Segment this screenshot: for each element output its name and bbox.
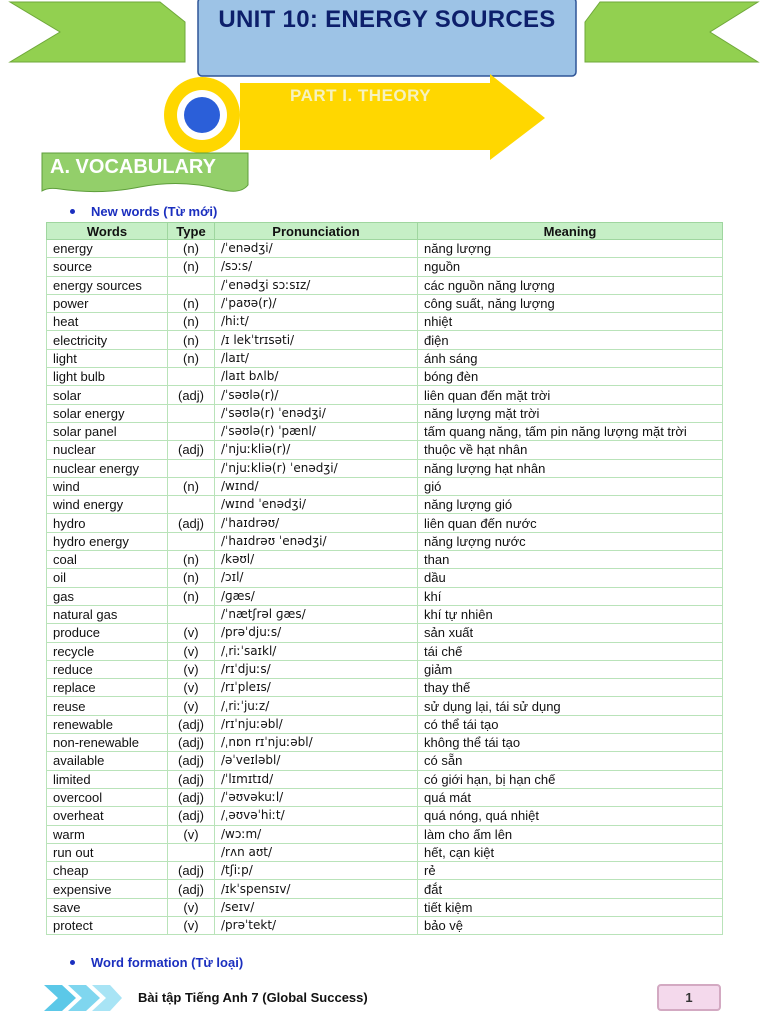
type-cell: (adj) bbox=[168, 386, 215, 404]
type-cell: (adj) bbox=[168, 752, 215, 770]
bullet-icon bbox=[70, 960, 75, 965]
pronunciation-cell: /prəˈtekt/ bbox=[215, 916, 418, 934]
table-row bbox=[47, 313, 723, 331]
word-cell: natural gas bbox=[47, 605, 168, 623]
meaning-cell: nguồn bbox=[418, 258, 723, 276]
pronunciation-cell: /ɪ lekˈtrɪsəti/ bbox=[215, 331, 418, 349]
meaning-cell: gió bbox=[418, 477, 723, 495]
word-cell: renewable bbox=[47, 715, 168, 733]
table-row bbox=[47, 404, 723, 422]
table-row bbox=[47, 734, 723, 752]
word-cell: overcool bbox=[47, 788, 168, 806]
word-cell: wind bbox=[47, 477, 168, 495]
word-cell: cheap bbox=[47, 862, 168, 880]
word-cell: hydro bbox=[47, 514, 168, 532]
table-row bbox=[47, 862, 723, 880]
type-cell: (n) bbox=[168, 294, 215, 312]
pronunciation-cell: /ˌriːˈjuːz/ bbox=[215, 697, 418, 715]
word-cell: warm bbox=[47, 825, 168, 843]
table-row bbox=[47, 477, 723, 495]
word-cell: protect bbox=[47, 916, 168, 934]
table-row bbox=[47, 697, 723, 715]
pronunciation-cell: /ˈpaʊə(r)/ bbox=[215, 294, 418, 312]
circle-icon bbox=[184, 97, 220, 133]
meaning-cell: có thể tái tạo bbox=[418, 715, 723, 733]
type-cell bbox=[168, 368, 215, 386]
pronunciation-cell: /ˈenədʒi/ bbox=[215, 240, 418, 258]
type-cell: (adj) bbox=[168, 715, 215, 733]
table-row bbox=[47, 916, 723, 934]
table-row bbox=[47, 825, 723, 843]
table-header-row bbox=[47, 223, 723, 240]
type-cell bbox=[168, 459, 215, 477]
new-words-heading: New words (Từ mới) bbox=[70, 204, 217, 219]
title-banner bbox=[0, 0, 768, 80]
meaning-cell: quá nóng, quá nhiệt bbox=[418, 807, 723, 825]
word-cell: nuclear energy bbox=[47, 459, 168, 477]
table-row bbox=[47, 459, 723, 477]
word-cell: oil bbox=[47, 569, 168, 587]
word-cell: save bbox=[47, 898, 168, 916]
table-row bbox=[47, 715, 723, 733]
meaning-cell: than bbox=[418, 551, 723, 569]
bullet-icon bbox=[70, 209, 75, 214]
pronunciation-cell: /ˌəʊvəˈhiːt/ bbox=[215, 807, 418, 825]
type-cell: (n) bbox=[168, 587, 215, 605]
pronunciation-cell: /rɪˈdjuːs/ bbox=[215, 660, 418, 678]
table-row bbox=[47, 770, 723, 788]
table-row bbox=[47, 331, 723, 349]
word-cell: electricity bbox=[47, 331, 168, 349]
meaning-cell: có giới hạn, bị hạn chế bbox=[418, 770, 723, 788]
type-cell: (n) bbox=[168, 258, 215, 276]
word-cell: coal bbox=[47, 551, 168, 569]
table-row bbox=[47, 276, 723, 294]
pronunciation-cell: /laɪt bʌlb/ bbox=[215, 368, 418, 386]
pronunciation-cell: /rɪˈnjuːəbl/ bbox=[215, 715, 418, 733]
header-pronunciation: Pronunciation bbox=[215, 223, 418, 240]
pronunciation-cell: /wɪnd/ bbox=[215, 477, 418, 495]
meaning-cell: năng lượng bbox=[418, 240, 723, 258]
meaning-cell: thuộc về hạt nhân bbox=[418, 441, 723, 459]
word-cell: source bbox=[47, 258, 168, 276]
meaning-cell: có sẵn bbox=[418, 752, 723, 770]
type-cell bbox=[168, 276, 215, 294]
word-cell: non-renewable bbox=[47, 734, 168, 752]
pronunciation-cell: /ɔɪl/ bbox=[215, 569, 418, 587]
meaning-cell: bóng đèn bbox=[418, 368, 723, 386]
table-row bbox=[47, 679, 723, 697]
meaning-cell: công suất, năng lượng bbox=[418, 294, 723, 312]
type-cell: (v) bbox=[168, 825, 215, 843]
pronunciation-cell: /laɪt/ bbox=[215, 349, 418, 367]
word-formation-heading: Word formation (Từ loại) bbox=[70, 955, 243, 970]
pronunciation-cell: /tʃiːp/ bbox=[215, 862, 418, 880]
table-row bbox=[47, 788, 723, 806]
type-cell bbox=[168, 843, 215, 861]
type-cell bbox=[168, 496, 215, 514]
pronunciation-cell: /rʌn aʊt/ bbox=[215, 843, 418, 861]
meaning-cell: giảm bbox=[418, 660, 723, 678]
pronunciation-cell: /prəˈdjuːs/ bbox=[215, 624, 418, 642]
word-cell: run out bbox=[47, 843, 168, 861]
meaning-cell: điện bbox=[418, 331, 723, 349]
pronunciation-cell: /ˈsəʊlə(r)/ bbox=[215, 386, 418, 404]
word-cell: available bbox=[47, 752, 168, 770]
type-cell: (n) bbox=[168, 551, 215, 569]
part-arrow bbox=[160, 70, 550, 160]
pronunciation-cell: /ˈsəʊlə(r) ˈenədʒi/ bbox=[215, 404, 418, 422]
table-row bbox=[47, 642, 723, 660]
word-cell: light bulb bbox=[47, 368, 168, 386]
type-cell: (adj) bbox=[168, 770, 215, 788]
type-cell: (n) bbox=[168, 313, 215, 331]
word-cell: power bbox=[47, 294, 168, 312]
pronunciation-cell: /ˌnɒn rɪˈnjuːəbl/ bbox=[215, 734, 418, 752]
pronunciation-cell: /ˈhaɪdrəʊ ˈenədʒi/ bbox=[215, 532, 418, 550]
type-cell: (adj) bbox=[168, 862, 215, 880]
type-cell: (v) bbox=[168, 916, 215, 934]
type-cell: (n) bbox=[168, 477, 215, 495]
meaning-cell: thay thế bbox=[418, 679, 723, 697]
table-row bbox=[47, 422, 723, 440]
meaning-cell: ánh sáng bbox=[418, 349, 723, 367]
pronunciation-cell: /ɡæs/ bbox=[215, 587, 418, 605]
meaning-cell: tiết kiệm bbox=[418, 898, 723, 916]
pronunciation-cell: /rɪˈpleɪs/ bbox=[215, 679, 418, 697]
book-title: Bài tập Tiếng Anh 7 (Global Success) bbox=[138, 990, 368, 1005]
table-row bbox=[47, 532, 723, 550]
type-cell: (adj) bbox=[168, 441, 215, 459]
word-cell: solar panel bbox=[47, 422, 168, 440]
meaning-cell: năng lượng mặt trời bbox=[418, 404, 723, 422]
word-cell: light bbox=[47, 349, 168, 367]
pronunciation-cell: /sɔːs/ bbox=[215, 258, 418, 276]
table-row bbox=[47, 368, 723, 386]
pronunciation-cell: /ˈhaɪdrəʊ/ bbox=[215, 514, 418, 532]
word-cell: nuclear bbox=[47, 441, 168, 459]
meaning-cell: bảo vệ bbox=[418, 916, 723, 934]
pronunciation-cell: /seɪv/ bbox=[215, 898, 418, 916]
table-row bbox=[47, 441, 723, 459]
table-row bbox=[47, 880, 723, 898]
type-cell bbox=[168, 422, 215, 440]
pronunciation-cell: /kəʊl/ bbox=[215, 551, 418, 569]
meaning-cell: đắt bbox=[418, 880, 723, 898]
meaning-cell: không thể tái tạo bbox=[418, 734, 723, 752]
part-title: PART I. THEORY bbox=[290, 86, 432, 105]
meaning-cell: năng lượng hạt nhân bbox=[418, 459, 723, 477]
meaning-cell: năng lượng gió bbox=[418, 496, 723, 514]
table-row bbox=[47, 240, 723, 258]
table-row bbox=[47, 569, 723, 587]
word-cell: reuse bbox=[47, 697, 168, 715]
type-cell: (adj) bbox=[168, 514, 215, 532]
header-meaning: Meaning bbox=[418, 223, 723, 240]
meaning-cell: dầu bbox=[418, 569, 723, 587]
meaning-cell: tấm quang năng, tấm pin năng lượng mặt trời bbox=[418, 422, 723, 440]
table-row bbox=[47, 660, 723, 678]
table-row bbox=[47, 294, 723, 312]
pronunciation-cell: /ˈsəʊlə(r) ˈpænl/ bbox=[215, 422, 418, 440]
type-cell: (n) bbox=[168, 349, 215, 367]
table-row bbox=[47, 843, 723, 861]
meaning-cell: liên quan đến nước bbox=[418, 514, 723, 532]
type-cell: (v) bbox=[168, 660, 215, 678]
table-row bbox=[47, 496, 723, 514]
table-row bbox=[47, 752, 723, 770]
meaning-cell: năng lượng nước bbox=[418, 532, 723, 550]
pronunciation-cell: /ˈnjuːkliə(r)/ bbox=[215, 441, 418, 459]
meaning-cell: làm cho ấm lên bbox=[418, 825, 723, 843]
table-row bbox=[47, 624, 723, 642]
type-cell: (adj) bbox=[168, 734, 215, 752]
word-cell: solar bbox=[47, 386, 168, 404]
unit-title: UNIT 10: ENERGY SOURCES bbox=[218, 6, 556, 33]
pronunciation-cell: /ˈenədʒi sɔːsɪz/ bbox=[215, 276, 418, 294]
table-row bbox=[47, 386, 723, 404]
type-cell bbox=[168, 605, 215, 623]
word-cell: limited bbox=[47, 770, 168, 788]
word-cell: replace bbox=[47, 679, 168, 697]
word-cell: heat bbox=[47, 313, 168, 331]
table-row bbox=[47, 898, 723, 916]
pronunciation-cell: /ɪkˈspensɪv/ bbox=[215, 880, 418, 898]
pronunciation-cell: /wɔːm/ bbox=[215, 825, 418, 843]
word-cell: wind energy bbox=[47, 496, 168, 514]
meaning-cell: rẻ bbox=[418, 862, 723, 880]
table-row bbox=[47, 605, 723, 623]
word-cell: reduce bbox=[47, 660, 168, 678]
type-cell: (n) bbox=[168, 331, 215, 349]
meaning-cell: liên quan đến mặt trời bbox=[418, 386, 723, 404]
meaning-cell: quá mát bbox=[418, 788, 723, 806]
meaning-cell: sử dụng lại, tái sử dụng bbox=[418, 697, 723, 715]
meaning-cell: khí tự nhiên bbox=[418, 605, 723, 623]
type-cell: (adj) bbox=[168, 807, 215, 825]
table-row bbox=[47, 807, 723, 825]
type-cell: (v) bbox=[168, 679, 215, 697]
meaning-cell: khí bbox=[418, 587, 723, 605]
meaning-cell: hết, cạn kiệt bbox=[418, 843, 723, 861]
type-cell bbox=[168, 532, 215, 550]
section-title: A. VOCABULARY bbox=[50, 156, 216, 178]
pronunciation-cell: /ˈnjuːkliə(r) ˈenədʒi/ bbox=[215, 459, 418, 477]
word-cell: hydro energy bbox=[47, 532, 168, 550]
table-row bbox=[47, 258, 723, 276]
word-cell: overheat bbox=[47, 807, 168, 825]
type-cell: (v) bbox=[168, 697, 215, 715]
chevron-icon bbox=[44, 983, 124, 1013]
type-cell: (v) bbox=[168, 642, 215, 660]
meaning-cell: tái chế bbox=[418, 642, 723, 660]
meaning-cell: nhiệt bbox=[418, 313, 723, 331]
pronunciation-cell: /ˈlɪmɪtɪd/ bbox=[215, 770, 418, 788]
word-cell: gas bbox=[47, 587, 168, 605]
table-row bbox=[47, 349, 723, 367]
type-cell: (adj) bbox=[168, 788, 215, 806]
pronunciation-cell: /əˈveɪləbl/ bbox=[215, 752, 418, 770]
word-cell: recycle bbox=[47, 642, 168, 660]
page-number: 1 bbox=[657, 984, 721, 1011]
header-words: Words bbox=[47, 223, 168, 240]
meaning-cell: sản xuất bbox=[418, 624, 723, 642]
pronunciation-cell: /ˈəʊvəkuːl/ bbox=[215, 788, 418, 806]
table-row bbox=[47, 587, 723, 605]
type-cell: (v) bbox=[168, 624, 215, 642]
type-cell: (adj) bbox=[168, 880, 215, 898]
header-type: Type bbox=[168, 223, 215, 240]
pronunciation-cell: /wɪnd ˈenədʒi/ bbox=[215, 496, 418, 514]
word-cell: energy bbox=[47, 240, 168, 258]
pronunciation-cell: /hiːt/ bbox=[215, 313, 418, 331]
pronunciation-cell: /ˌriːˈsaɪkl/ bbox=[215, 642, 418, 660]
word-cell: energy sources bbox=[47, 276, 168, 294]
vocabulary-table bbox=[46, 222, 723, 935]
word-cell: expensive bbox=[47, 880, 168, 898]
type-cell: (n) bbox=[168, 569, 215, 587]
type-cell bbox=[168, 404, 215, 422]
type-cell: (n) bbox=[168, 240, 215, 258]
pronunciation-cell: /ˈnætʃrəl ɡæs/ bbox=[215, 605, 418, 623]
word-cell: solar energy bbox=[47, 404, 168, 422]
word-cell: produce bbox=[47, 624, 168, 642]
type-cell: (v) bbox=[168, 898, 215, 916]
table-row bbox=[47, 551, 723, 569]
meaning-cell: các nguồn năng lượng bbox=[418, 276, 723, 294]
table-row bbox=[47, 514, 723, 532]
